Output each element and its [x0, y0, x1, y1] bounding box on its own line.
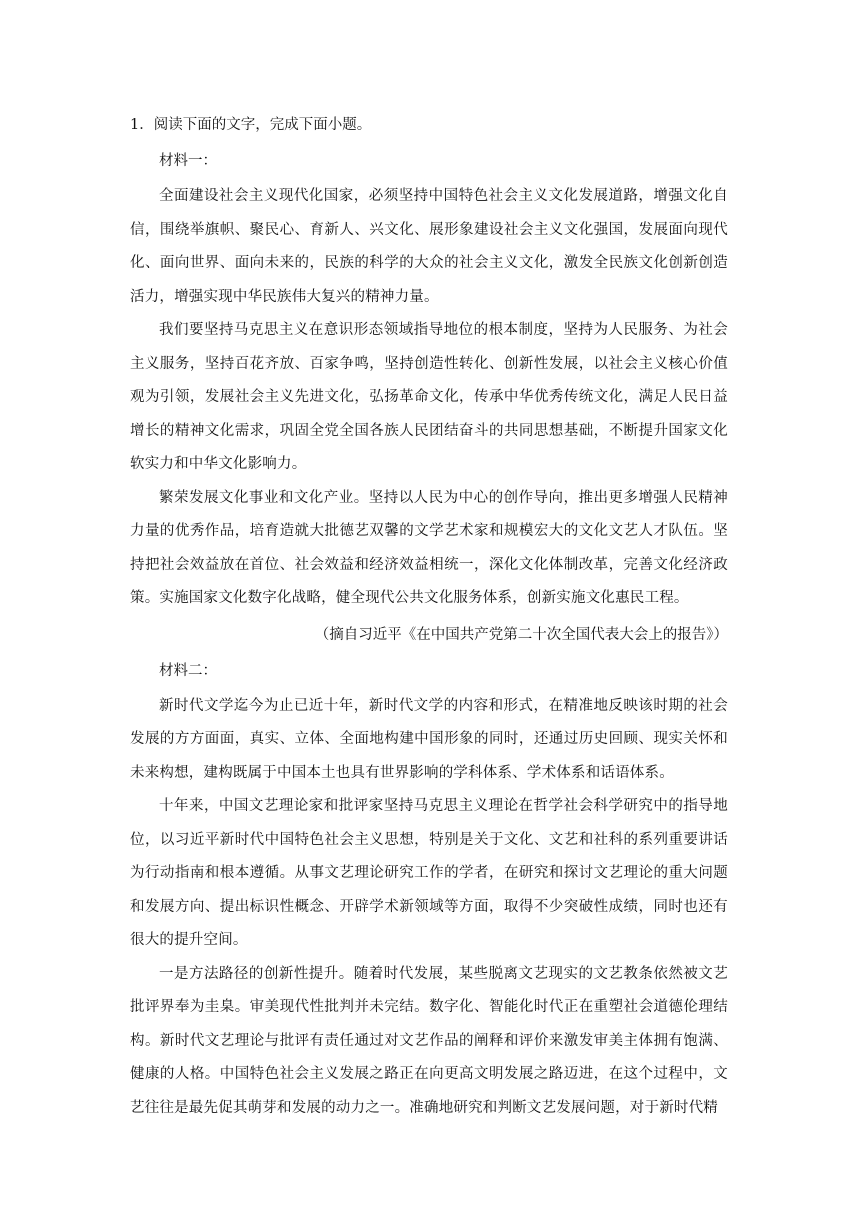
material-two-paragraph-1: 新时代文学迄今为止已近十年，新时代文学的内容和形式，在精准地反映该时期的社会发展的方方面面，真实、立体、全面地构建中国形象的同时，还通过历史回顾、现实关怀和未来构想，建构既属于中国本土也具有世界影响的学科体系、学术体系和话语体系。: [130, 697, 728, 781]
material-one-paragraph-2: 我们要坚持马克思主义在意识形态领域指导地位的根本制度，坚持为人民服务、为社会主义服务，坚持百花齐放、百家争鸣，坚持创造性转化、创新性发展，以社会主义核心价值观为引领，发展社会主义先进文化，弘扬革命文化，传承中华优秀传统文化，满足人民日益增长的精神文化需求，巩固全党全国各族人民团结奋斗的共同思想基础，不断提升国家文化软实力和中华文化影响力。: [130, 322, 728, 472]
document-content: [130, 110, 728, 1125]
material-two-paragraph-2: 十年来，中国文艺理论家和批评家坚持马克思主义理论在哲学社会科学研究中的指导地位，以习近平新时代中国特色社会主义思想，特别是关于文化、文艺和社科的系列重要讲话为行动指南和根本遵循。从事文艺理论研究工作的学者，在研究和探讨文艺理论的重大问题和发展方向、提出标识性概念、开辟学术新领域等方面，取得不少突破性成绩，同时也还有很大的提升空间。: [130, 798, 728, 948]
question-title: 1．阅读下面的文字，完成下面小题。: [130, 117, 372, 133]
material-two-paragraph-3: 一是方法路径的创新性提升。随着时代发展，某些脱离文艺现实的文艺教条依然被文艺批评界奉为圭臬。审美现代性批判并未完结。数字化、智能化时代正在重塑社会道德伦理结构。新时代文艺理论与批评有责任通过对文艺作品的阐释和评价来激发审美主体拥有饱满、健康的人格。中国特色社会主义发展之路正在向更高文明发展之路迈进，在这个过程中，文艺往往是最先促其萌芽和发展的动力之一。准确地研究和判断文艺发展问题，对于新时代精: [130, 965, 728, 1116]
material-one-source: （摘自习近平《在中国共产党第二十次全国代表大会上的报告》）: [314, 626, 728, 643]
material-one-paragraph-3: 繁荣发展文化事业和文化产业。坚持以人民为中心的创作导向，推出更多增强人民精神力量的优秀作品，培育造就大批德艺双馨的文学艺术家和规模宏大的文化文艺人才队伍。坚持把社会效益放在首位、社会效益和经济效益相统一，深化文化体制改革，完善文化经济政策。实施国家文化数字化战略，健全现代公共文化服务体系，创新实施文化惠民工程。: [130, 489, 728, 606]
material-one-label: 材料一：: [159, 153, 217, 169]
material-two-label: 材料二：: [159, 662, 217, 679]
material-one-paragraph-1: 全面建设社会主义现代化国家，必须坚持中国特色社会主义文化发展道路，增强文化自信，围绕举旗帜、聚民心、育新人、兴文化、展形象建设社会主义文化强国，发展面向现代化、面向世界、面向未来的，民族的科学的大众的社会主义文化，激发全民族文化创新创造活力，增强实现中华民族伟大复兴的精神力量。: [130, 188, 728, 305]
